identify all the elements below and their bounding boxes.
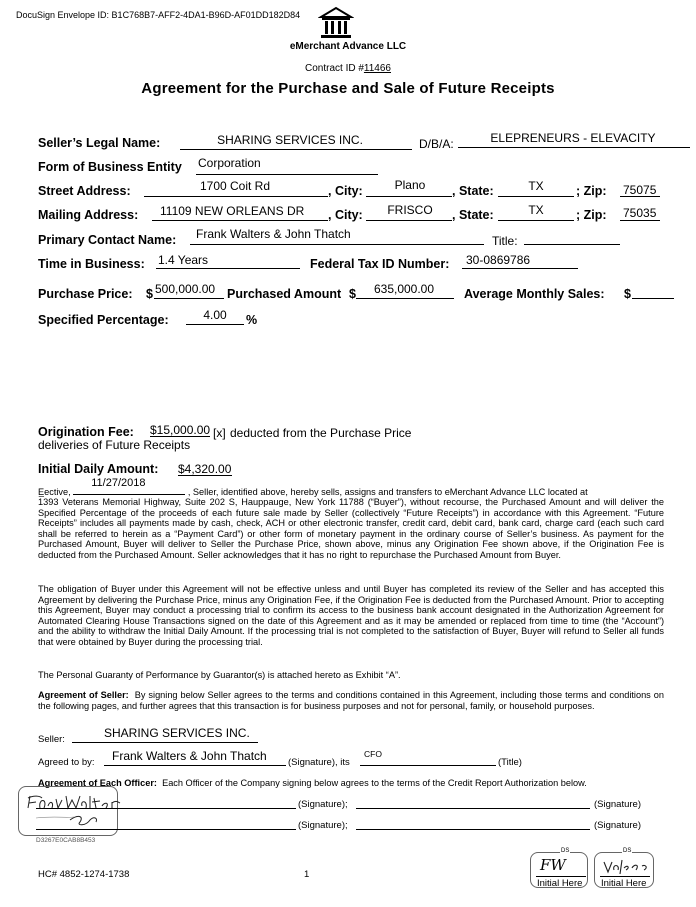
taxid-value[interactable]: 30-0869786 (466, 253, 531, 267)
entity-label: Form of Business Entity (38, 160, 182, 174)
officer-sig-label-4: (Signature) (594, 820, 641, 831)
paragraph-3: The Personal Guaranty of Performance by Guarantor(s) is attached hereto as Exhibit “A”. (38, 670, 401, 680)
initial-here-2: Initial Here (601, 878, 647, 889)
street-line (144, 196, 328, 197)
agreed-line (104, 765, 286, 766)
dba-value[interactable]: ELEPRENEURS - ELEVACITY (490, 131, 656, 145)
docusign-id: D3267E0CAB8B453 (36, 837, 96, 844)
city-label: , City: (328, 184, 363, 198)
ds-tag-2: DS (623, 848, 632, 854)
paragraph-1: 1393 Veterans Memorial Highway, Suite 202 S, Hauppauge, New York 11788 (“Buyer”), without recourse, the Purchased Amount and will deliver the Specified Percentage of the proceeds of each future sale made by Seller (collectively “Future Receipts”) in accordance with this Agreement. “Future Receipts” includes all payments made by cash, check, ACH or other electronic transfer, credit card, debit card, bank card, charge card (each such card shall be referred to herein as a “Payment Card”) or other form of monetary payment in the ordinary course of Seller’s business. As payment for the Purchased Amount, Buyer will deliver to Seller the Purchase Price, shown above, minus any Origination Fee shown above, if the Origination Fee is deducted from the Purchased Amount. Seller acknowledges that it has no right to repurchase the Purchased Amount from Buyer. (38, 497, 664, 560)
legal-name-line (180, 149, 412, 150)
page-title: Agreement for the Purchase and Sale of Future Receipts (141, 80, 555, 97)
city-line (366, 196, 452, 197)
effective-prefix: E̲ective, (38, 487, 71, 497)
officer-sig-label-1: (Signature); (298, 799, 348, 810)
agreed-label: Agreed to by: (38, 757, 95, 768)
state-line (498, 196, 574, 197)
officer-sig-line-1 (36, 808, 296, 809)
zip-label: ; Zip: (576, 184, 607, 198)
page-number: 1 (304, 869, 310, 880)
mailing-zip-label: ; Zip: (576, 208, 607, 222)
initial-signature-icon (600, 856, 650, 876)
officer-text: Each Officer of the Company signing below agrees to the terms of the Credit Report Authorization below. (162, 778, 587, 788)
its-title[interactable]: CFO (364, 749, 382, 759)
zip-value[interactable]: 75075 (623, 183, 657, 197)
paragraph-1-line-1: , Seller, identified above, hereby sells, assigns and transfers to eMerchant Advance LLC located at (187, 487, 588, 497)
company-name: eMerchant Advance LLC (289, 41, 407, 52)
initial-1: FW (540, 856, 566, 874)
contact-title-line[interactable] (524, 244, 620, 245)
agreement-text: By signing below Seller agrees to the terms and conditions contained in this Agreement, including those terms and conditions on the following pages, and further agrees that this transaction is for business purposes and not for personal, family, or household purposes. (38, 690, 664, 711)
mailing-state-value[interactable]: TX (528, 203, 544, 217)
amount-label: Purchased Amount (227, 287, 342, 301)
entity-value[interactable]: Corporation (198, 156, 261, 170)
officer-sig-label-3: (Signature); (298, 820, 348, 831)
price-label: Purchase Price: (38, 287, 133, 301)
origination-label: Origination Fee: (38, 425, 134, 439)
time-line (156, 268, 300, 269)
street-value[interactable]: 1700 Coit Rd (199, 179, 271, 193)
amount-value[interactable]: 635,000.00 (373, 282, 435, 296)
price-value[interactable]: 500,000.00 (155, 282, 216, 296)
seller-line (72, 742, 258, 743)
signature-its-label: (Signature), its (288, 757, 350, 768)
avg-sales-label: Average Monthly Sales: (464, 287, 605, 301)
contact-line (190, 244, 484, 245)
city-value[interactable]: Plano (394, 178, 426, 192)
pct-unit: % (246, 313, 258, 327)
envelope-id: DocuSign Envelope ID: B1C768B7-AFF2-4DA1-B96D-AF01DD182D84 (16, 10, 301, 20)
mailing-line (152, 220, 328, 221)
effective-date-line (73, 477, 185, 495)
initial-line-1 (536, 876, 586, 877)
time-label: Time in Business: (38, 257, 145, 271)
officer-heading: Agreement of Each Officer: (38, 778, 157, 788)
contact-title-label: Title: (492, 234, 518, 248)
building-logo-icon (318, 6, 354, 40)
pct-label: Specified Percentage: (38, 313, 169, 327)
contact-value[interactable]: Frank Walters & John Thatch (196, 227, 351, 241)
price-currency: $ (146, 287, 153, 301)
agreed-name[interactable]: Frank Walters & John Thatch (112, 749, 267, 763)
effective-line (38, 477, 664, 498)
officer-sig-line-2[interactable] (356, 808, 590, 809)
avg-sales-line[interactable] (632, 298, 674, 299)
seller-label: Seller: (38, 734, 65, 745)
mailing-state-line (498, 220, 574, 221)
legal-name-label: Seller’s Legal Name: (38, 136, 161, 150)
origination-fee[interactable]: $15,000.00 (150, 423, 211, 437)
street-label: Street Address: (38, 184, 131, 198)
title-line (360, 765, 496, 766)
legal-name-value[interactable]: SHARING SERVICES INC. (217, 133, 363, 147)
daily-label: Initial Daily Amount: (38, 462, 159, 476)
daily-value[interactable]: $4,320.00 (178, 462, 232, 476)
mailing-value[interactable]: 11109 NEW ORLEANS DR (160, 204, 305, 218)
taxid-line (462, 268, 578, 269)
contact-label: Primary Contact Name: (38, 233, 177, 247)
time-value[interactable]: 1.4 Years (158, 253, 209, 267)
hc-number: HC# 4852-1274-1738 (38, 869, 130, 880)
initial-line-2 (600, 876, 650, 877)
origination-text-2: deliveries of Future Receipts (38, 438, 191, 452)
officer-agreement (38, 778, 587, 788)
avg-sales-currency: $ (624, 287, 631, 301)
initial-here-1: Initial Here (537, 878, 583, 889)
contract-id: Contract ID #11466 (305, 63, 391, 74)
mailing-zip-value[interactable]: 75035 (623, 206, 657, 220)
officer-sig-line-3 (36, 829, 296, 830)
ds-tag-1: DS (561, 848, 570, 854)
handwritten-signature-icon (24, 788, 134, 834)
paragraph-2: The obligation of Buyer under this Agreement will not be effective unless and until Buyer has completed its review of the Seller and has accepted this Agreement by delivering the Purchase Price, minus any Origination Fee, if the Origination Fee is deducted from the Purchased Amount. Prior to accepting this Agreement, Buyer may conduct a processing trial to confirm its access to the business bank account designated in the Authorization Agreement for Automated Clearing House Transactions signed on the date of this Agreement and as it may be amended or replaced from time to time (the “Account”) and the ability to withdraw the Initial Daily Amount. If the processing trial is not completed to the satisfaction of Buyer, Buyer will refund to Seller all funds that were obtained by Buyer during the processing trial. (38, 584, 664, 647)
state-label: , State: (452, 184, 494, 198)
origination-text-1: deducted from the Purchase Price (230, 426, 412, 440)
effective-date[interactable]: 11/27/2018 (91, 477, 146, 489)
amount-currency: $ (349, 287, 356, 301)
mailing-label: Mailing Address: (38, 208, 139, 222)
pct-line (186, 324, 244, 325)
state-value[interactable]: TX (528, 179, 544, 193)
mailing-city-value[interactable]: FRISCO (387, 203, 433, 217)
taxid-label: Federal Tax ID Number: (310, 257, 450, 271)
agreement-of-seller (38, 690, 664, 711)
amount-line (356, 298, 454, 299)
dba-label: D/B/A: (419, 137, 454, 151)
origination-check[interactable]: [x] (213, 426, 226, 440)
agreement-heading: Agreement of Seller: (38, 690, 129, 700)
officer-sig-line-4[interactable] (356, 829, 590, 830)
mailing-city-label: , City: (328, 208, 363, 222)
mailing-city-line (366, 220, 452, 221)
mailing-zip-line (620, 220, 660, 221)
title-paren-label: (Title) (498, 757, 522, 768)
seller-name[interactable]: SHARING SERVICES INC. (104, 726, 250, 740)
dba-line (458, 147, 690, 148)
mailing-state-label: , State: (452, 208, 494, 222)
officer-sig-label-2: (Signature) (594, 799, 641, 810)
pct-value[interactable]: 4.00 (203, 308, 227, 322)
entity-line (196, 174, 378, 175)
price-line (154, 298, 224, 299)
